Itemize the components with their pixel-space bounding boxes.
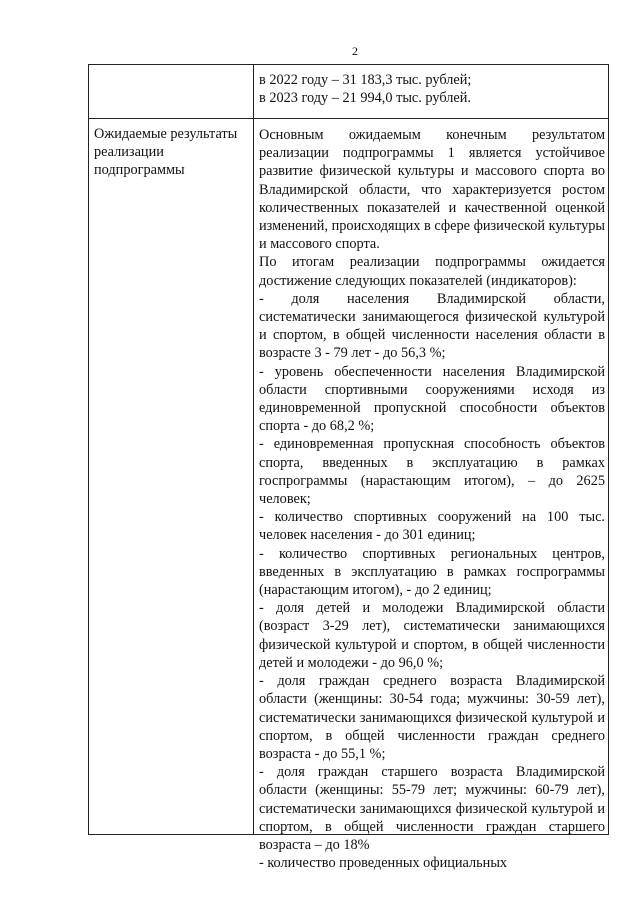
- expected-results-content: [259, 126, 605, 872]
- paragraph-indicators-intro: По итогам реализации подпрограммы ожидается достижение следующих показателей (индикаторов):: [259, 254, 605, 289]
- document-table: [88, 64, 609, 872]
- indicator-item: - единовременная пропускная способность объектов спорта, введенных в эксплуатацию в рамках госпрограммы (нарастающим итогом), – до 2625 человек;: [259, 436, 605, 508]
- indicator-item: - уровень обеспеченности населения Владимирской области спортивными сооружениями исходя из единовременной пропускной способности объектов спорта - до 68,2 %;: [259, 363, 605, 435]
- funding-line-2023: в 2023 году – 21 994,0 тыс. рублей.: [259, 90, 471, 106]
- indicator-item: - доля граждан среднего возраста Владимирской области (женщины: 30-54 года; мужчины: 30-59 лет), систематически занимающихся физической культурой и спортом, в общей численности граждан среднего возраста - до 55,1 %;: [259, 673, 605, 762]
- indicator-item: - количество спортивных региональных центров, введенных в эксплуатацию в рамках госпрограммы (нарастающим итогом), - до 2 единиц;: [259, 545, 605, 599]
- label-line: подпрограммы: [94, 162, 185, 178]
- column-divider: [253, 65, 254, 834]
- funding-line-2022: в 2022 году – 31 183,3 тыс. рублей;: [259, 72, 472, 88]
- indicator-item: - доля населения Владимирской области, систематически занимающегося физической культурой и спортом, в общей численности населения области в возрасте 3 - 79 лет - до 56,3 %;: [259, 290, 605, 362]
- row-divider: [89, 118, 608, 119]
- indicator-item: - количество спортивных сооружений на 100 тыс. человек населения - до 301 единиц;: [259, 509, 605, 544]
- page-number: 2: [352, 44, 358, 58]
- indicator-item: - доля детей и молодежи Владимирской области (возраст 3-29 лет), систематически занимающихся физической культурой и спортом, в общей численности детей и молодежи - до 96,0 %;: [259, 600, 605, 671]
- label-line: реализации: [94, 144, 164, 160]
- expected-results-label: [94, 125, 249, 179]
- funding-cell: [259, 71, 599, 107]
- indicator-item: - доля граждан старшего возраста Владимирской области (женщины: 55-79 лет; мужчины: 60-79 лет), систематически занимающихся физической культурой и спортом, в общей численности граждан старшего возраста – до 18%: [259, 764, 605, 853]
- paragraph-main-result: Основным ожидаемым конечным результатом реализации подпрограммы 1 является устойчивое развитие физической культуры и массового спорта во Владимирской области, что характеризуется ростом количественных показателей и качественной оценкой изменений, происходящих в сфере физической культуры и массового спорта.: [259, 127, 605, 253]
- label-line: Ожидаемые результаты: [94, 126, 238, 142]
- indicator-item: - количество проведенных официальных: [259, 855, 508, 872]
